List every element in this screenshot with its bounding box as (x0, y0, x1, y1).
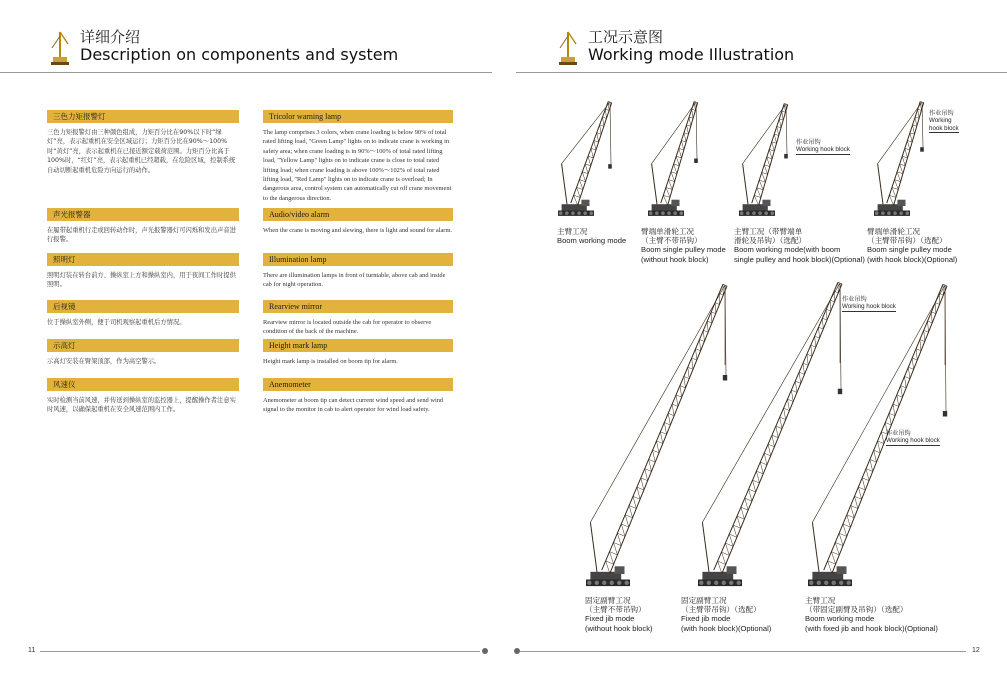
section-body: 实时检测当前风速，并传送到操纵室的监控器上，提醒操作者注意实时风速，以确保起重机在安全风速范围内工作。 (47, 397, 236, 414)
section-body: Height mark lamp is installed on boom tip for alarm. (263, 358, 398, 365)
section-title: Rearview mirror (263, 300, 453, 313)
footer-divider (520, 651, 966, 652)
left-page-header (48, 24, 456, 72)
crane-logo-icon (48, 26, 70, 66)
section-body: The lamp comprises 3 colors, when crane loading is below 90% of total rated lifting load, "Green Lamp" lights on to indicate crane is working in safety area; when crane loading is in 90%～100% of total rated lifting load, "Yellow Lamp" lights on to indicate crane is close to total rated lifting load; when crane loading is above 100%～102% of total rated lifting load, "Red Lamp" lights on to indicate crane is overload; In dangerous area, control system can automatically cut off crane movement to the dangerous direction. (263, 129, 452, 202)
right-page-title-en: Working mode Illustration (588, 45, 795, 64)
hook-label-cn: 作业吊钩 (842, 296, 867, 303)
section-title: 后视镜 (47, 300, 239, 313)
mode-caption-cn: 固定副臂工况 （主臂带吊钩）（选配） (681, 596, 761, 615)
section-title: 示高灯 (47, 339, 239, 352)
section-body: 三色力矩报警灯由三种颜色组成，力矩百分比在90%以下时“绿灯”亮，表示起重机在安全区域运行；力矩百分比在90%～100%时“黄灯”亮，表示起重机在已接近额定载荷范围。力矩百分比高于100%时，“红灯”亮，表示起重机已经超载，在危险区域，控制系统自动切断起重机危险方向运行的动作。 (47, 129, 236, 174)
mode-caption-en: Fixed jib mode (without hook block) (585, 614, 653, 633)
working-mode-illustration (540, 90, 990, 633)
section-body: 示高灯安装在臂架顶部，作为高空警示。 (47, 358, 161, 365)
section-title: Height mark lamp (263, 339, 453, 352)
mode-caption-boom-with-pulley (734, 227, 865, 264)
mode-caption-en: Boom working mode(with boom single pulley and hook block)(Optional) (734, 245, 865, 264)
section-illumination-lamp-en (263, 253, 453, 290)
mode-caption-en: Fixed jib mode (with hook block)(Optional) (681, 614, 772, 633)
footer-dot-icon (482, 648, 488, 654)
section-body: When the crane is moving and slewing, there is light and sound for alarm. (263, 227, 453, 234)
mode-caption-fixed-jib-hook (681, 596, 771, 633)
left-page-title-cn: 详细介绍 (80, 28, 141, 46)
header-divider (516, 72, 1007, 73)
mode-caption-cn: 主臂工况 （带固定副臂及吊钩）（选配） (805, 596, 908, 615)
footer-dot-icon (514, 648, 520, 654)
section-body: There are illumination lamps in front of turntable, above cab and inside cab for night operation. (263, 272, 446, 289)
section-title: Tricolor warning lamp (263, 110, 453, 123)
right-page-header (556, 24, 976, 72)
hook-label-1 (796, 139, 850, 155)
mode-caption-boom (557, 227, 626, 245)
section-audio-alarm-cn (47, 208, 239, 245)
section-title: Anemometer (263, 378, 453, 391)
section-audio-alarm-en (263, 208, 453, 235)
mode-caption-en: Boom single pulley mode (without hook block) (641, 245, 726, 264)
page-number-right: 12 (972, 647, 980, 654)
section-rearview-mirror-en (263, 300, 453, 337)
section-body: Rearview mirror is located outside the cab for operator to observe condition of the back of the machine. (263, 319, 432, 336)
hook-label-en: Working hook block (842, 303, 896, 311)
section-body: Anemometer at boom tip can detect current wind speed and send wind signal to the monitor in cab to alert operator for wind load safety. (263, 397, 444, 414)
section-body: 位于操纵室外侧，便于司机观察起重机后方情况。 (47, 319, 186, 326)
page-number-left: 11 (28, 647, 36, 654)
hook-label-4 (886, 430, 940, 446)
section-title: 风速仪 (47, 378, 239, 391)
mode-caption-fixed-jib (585, 596, 653, 633)
section-anemometer-cn (47, 378, 239, 415)
hook-label-cn: 作业吊钩 (796, 139, 821, 146)
mode-caption-cn: 臂端单滑轮工况 （主臂带吊钩）（选配） (867, 227, 947, 246)
right-page-title-cn: 工况示意图 (588, 28, 664, 46)
section-height-lamp-cn (47, 339, 239, 366)
mode-caption-single-pulley-hook (867, 227, 957, 264)
section-body: 照明灯装在转台前方、操纵室上方和操纵室内，用于夜间工作时提供照明。 (47, 272, 236, 289)
section-title: Illumination lamp (263, 253, 453, 266)
section-rearview-mirror-cn (47, 300, 239, 327)
hook-label-cn: 作业吊钩 (886, 430, 911, 437)
hook-label-en: Working hook block (796, 146, 850, 154)
hook-label-en: Working hook block (886, 437, 940, 445)
section-title: 照明灯 (47, 253, 239, 266)
hook-label-cn: 作业吊钩 (929, 110, 954, 117)
section-illumination-lamp-cn (47, 253, 239, 290)
section-title: 三色力矩报警灯 (47, 110, 239, 123)
mode-caption-boom-fixed-jib (805, 596, 938, 633)
section-height-lamp-en (263, 339, 453, 366)
mode-caption-cn: 固定副臂工况 （主臂不带吊钩） (585, 596, 646, 615)
crane-drawings (540, 90, 947, 586)
hook-label-2 (929, 110, 959, 133)
mode-caption-en: Boom single pulley mode (with hook block)(Optional) (867, 245, 958, 264)
mode-caption-cn: 主臂工况（带臂端单 滑轮及吊钩）（选配） (734, 227, 807, 246)
section-anemometer-en (263, 378, 453, 415)
crane-logo-icon (556, 26, 578, 66)
header-divider (0, 72, 492, 73)
mode-caption-en: Boom working mode (557, 236, 627, 246)
section-title: Audio/video alarm (263, 208, 453, 221)
footer-divider (40, 651, 480, 652)
hook-label-en: Working hook block (929, 117, 959, 132)
mode-caption-cn: 主臂工况 (557, 227, 588, 236)
mode-caption-cn: 臂端单滑轮工况 （主臂不带吊钩） (641, 227, 702, 246)
left-page-title-en: Description on components and system (80, 45, 399, 64)
mode-caption-en: Boom working mode (with fixed jib and hook block)(Optional) (805, 614, 938, 633)
hook-label-3 (842, 296, 896, 312)
mode-caption-single-pulley (641, 227, 726, 264)
section-tricolor-lamp-cn (47, 110, 239, 175)
section-title: 声光报警器 (47, 208, 239, 221)
section-tricolor-lamp-en (263, 110, 453, 203)
section-body: 在履带起重机行走或回转动作时，声光报警器灯可闪烁和发出声音进行报警。 (47, 227, 236, 244)
